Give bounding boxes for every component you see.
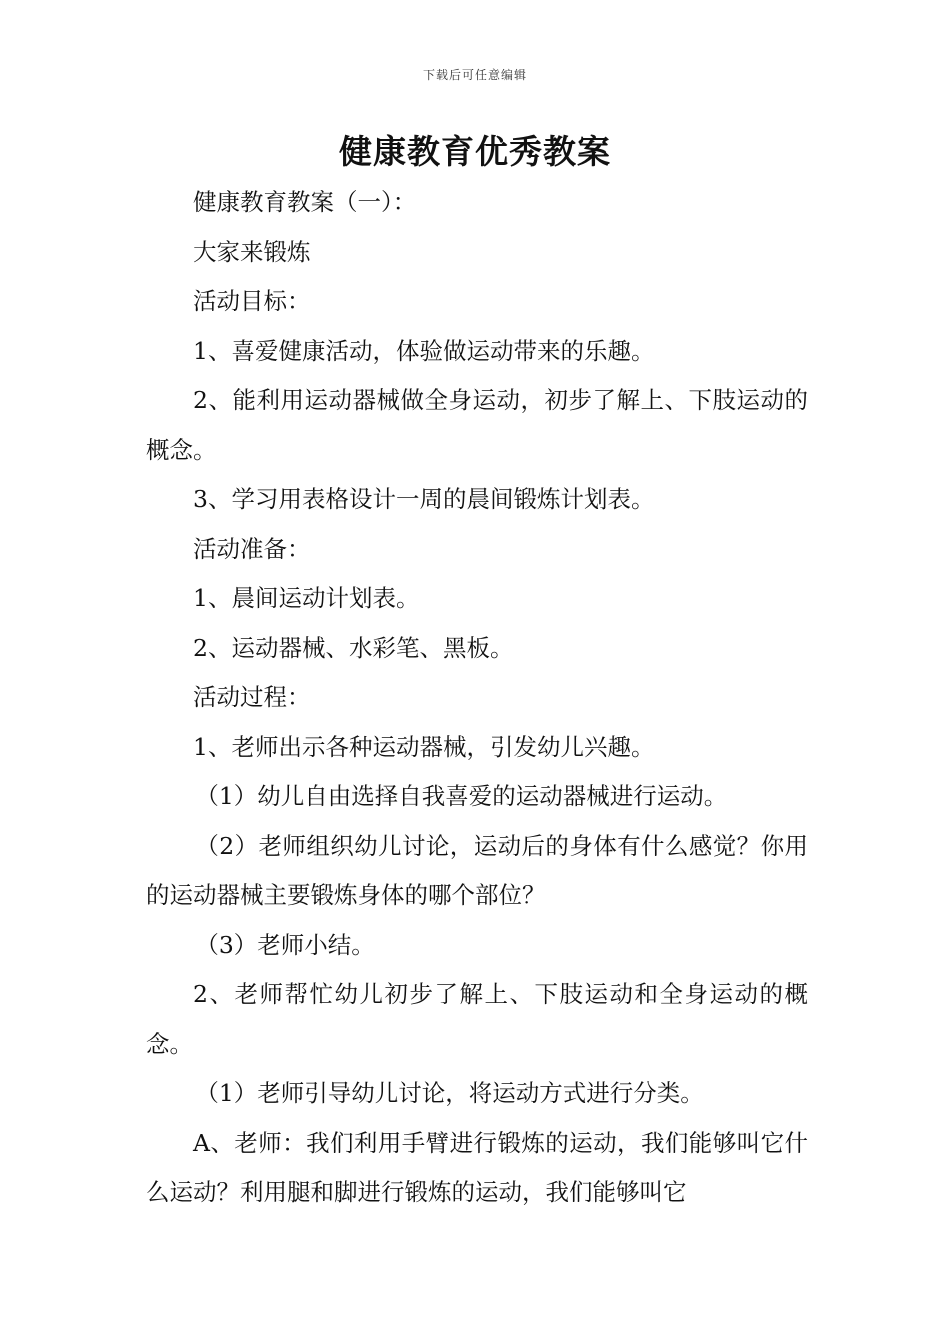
paragraph: （2）老师组织幼儿讨论，运动后的身体有什么感觉？你用的运动器械主要锻炼身体的哪个部位？: [146, 831, 808, 909]
paragraph: 1、晨间运动计划表。: [193, 584, 420, 612]
paragraph: 2、运动器械、水彩笔、黑板。: [193, 633, 514, 662]
paragraph: （1）幼儿自由选择自我喜爱的运动器械进行运动。: [195, 782, 728, 810]
header-note: 下载后可任意编辑: [422, 68, 527, 82]
document-title: 健康教育优秀教案: [339, 132, 611, 171]
paragraph: 2、老师帮忙幼儿初步了解上、下肢运动和全身运动的概念。: [146, 980, 808, 1058]
paragraph: 活动准备：: [193, 534, 311, 563]
document-body: [146, 178, 808, 1218]
paragraph: 大家来锻炼: [193, 237, 311, 266]
paragraph: 健康教育教案（一）：: [193, 188, 417, 216]
paragraph: 3、学习用表格设计一周的晨间锻炼计划表。: [193, 485, 655, 513]
paragraph: 2、能利用运动器械做全身运动，初步了解上、下肢运动的概念。: [146, 386, 808, 464]
paragraph: 1、老师出示各种运动器械，引发幼儿兴趣。: [193, 732, 655, 761]
paragraph: 1、喜爱健康活动，体验做运动带来的乐趣。: [193, 336, 655, 365]
paragraph: 活动过程：: [193, 683, 311, 711]
paragraph: （1）老师引导幼儿讨论，将运动方式进行分类。: [195, 1079, 704, 1107]
paragraph: 活动目标：: [193, 287, 311, 315]
paragraph: （3）老师小结。: [195, 930, 375, 959]
paragraph: A、老师：我们利用手臂进行锻炼的运动，我们能够叫它什么运动？利用腿和脚进行锻炼的运动，我们能够叫它: [146, 1128, 808, 1206]
